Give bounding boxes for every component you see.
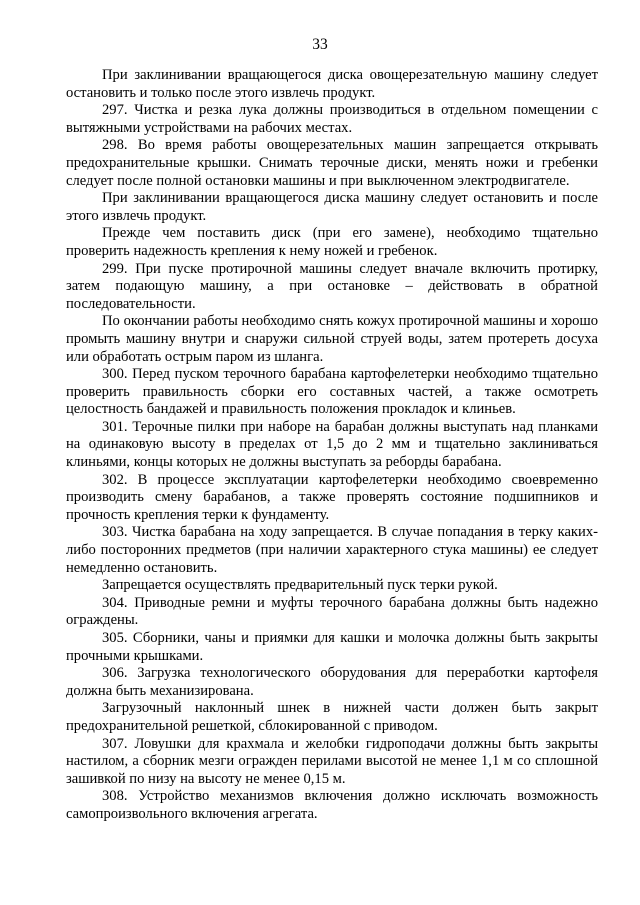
- paragraph: Загрузочный наклонный шнек в нижней части должен быть закрыт предохранительной решеткой, сблокированной с приводом.: [66, 700, 598, 734]
- paragraph: 303. Чистка барабана на ходу запрещается. В случае попадания в терку каких-либо посторонних предметов (при наличии характерного стука машины) ее следует немедленно остановить.: [66, 524, 598, 576]
- paragraph: 305. Сборники, чаны и приямки для кашки и молочка должны быть закрыты прочными крышками.: [66, 630, 598, 664]
- paragraph: При заклинивании вращающегося диска машину следует остановить и после этого извлечь продукт.: [66, 190, 598, 224]
- paragraph: 306. Загрузка технологического оборудования для переработки картофеля должна быть механизирована.: [66, 665, 598, 699]
- page-number: 33: [312, 36, 328, 53]
- paragraph: 298. Во время работы овощерезательных машин запрещается открывать предохранительные крышки. Снимать терочные диски, менять ножи и гребенки следует после полной остановки машины и при выключенном электродвигателе.: [66, 137, 598, 189]
- paragraph: 299. При пуске протирочной машины следует вначале включить протирку, затем подающую машину, а при остановке – действовать в обратной последовательности.: [66, 260, 598, 312]
- paragraph: Прежде чем поставить диск (при его замене), необходимо тщательно проверить надежность крепления к нему ножей и гребенок.: [66, 225, 598, 259]
- paragraph: 302. В процессе эксплуатации картофелетерки необходимо своевременно производить смену барабанов, а также проверять состояние подшипников и прочность крепления терки к фундаменту.: [66, 471, 598, 523]
- paragraph: 307. Ловушки для крахмала и желобки гидроподачи должны быть закрыты настилом, а сборник мезги огражден перилами высотой не менее 1,1 м со сплошной зашивкой по низу на высоту не менее 0,15 м.: [66, 735, 598, 787]
- paragraph: Запрещается осуществлять предварительный пуск терки рукой.: [102, 577, 498, 594]
- paragraph: 301. Терочные пилки при наборе на барабан должны выступать над планками на одинаковую высоту в пределах от 1,5 до 2 мм и тщательно заклиниваться клиньями, концы которых не должны выступать за реборды барабана.: [66, 418, 598, 471]
- paragraph: 304. Приводные ремни и муфты терочного барабана должны быть надежно ограждены.: [66, 594, 598, 629]
- paragraph: По окончании работы необходимо снять кожух протирочной машины и хорошо промыть машину внутри и снаружи сильной струей воды, затем протереть досуха или обработать острым паром из шланга.: [66, 313, 598, 365]
- paragraph: 308. Устройство механизмов включения должно исключать возможность самопроизвольного включения агрегата.: [66, 788, 598, 822]
- paragraph: 300. Перед пуском терочного барабана картофелетерки необходимо тщательно проверить правильность сборки его составных частей, а также осмотреть целостность бандажей и правильность положения прокладок и клиньев.: [66, 366, 598, 418]
- paragraph: При заклинивании вращающегося диска овощерезательную машину следует остановить и только после этого извлечь продукт.: [66, 67, 598, 101]
- paragraph: 297. Чистка и резка лука должны производиться в отдельном помещении с вытяжными устройствами на рабочих местах.: [66, 102, 598, 136]
- document-body: [66, 67, 598, 824]
